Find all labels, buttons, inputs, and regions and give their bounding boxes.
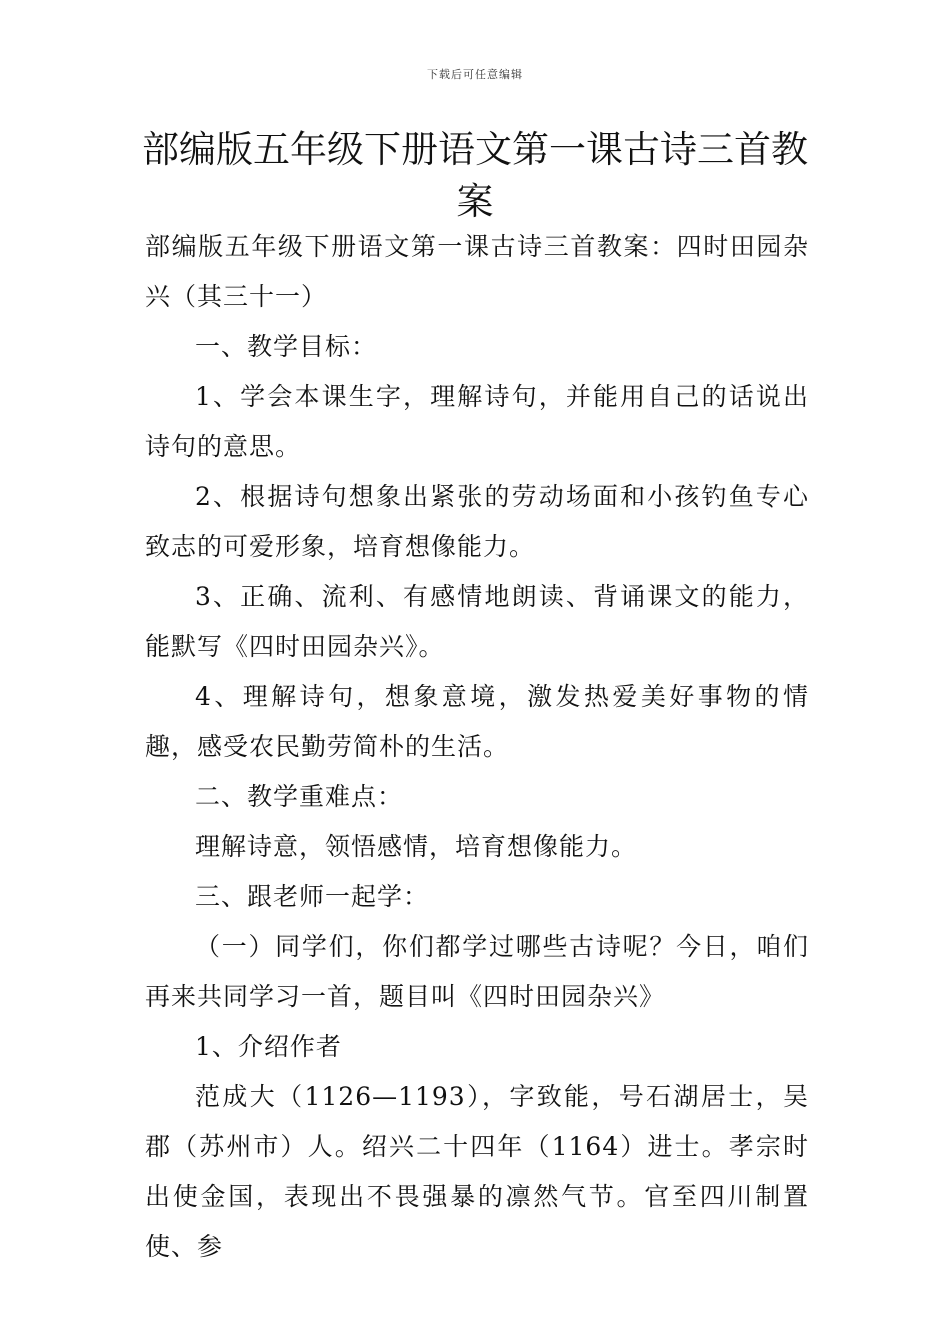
paragraph-author-bio: 范成大（1126—1193），字致能，号石湖居士，吴郡（苏州市）人。绍兴二十四年（1164）进士。孝宗时出使金国，表现出不畏强暴的凛然气节。官至四川制置使、参 xyxy=(145,1082,809,1261)
key-points-text: 理解诗意，领悟感情，培育想像能力。 xyxy=(195,832,638,861)
header-note: 下载后可任意编辑 xyxy=(427,68,523,81)
paragraph-intro-poem: （一）同学们，你们都学过哪些古诗呢？今日，咱们再来共同学习一首，题目叫《四时田园杂兴》 xyxy=(145,932,809,1011)
objective-item: 4、理解诗句，想象意境，激发热爱美好事物的情趣，感受农民勤劳简朴的生活。 xyxy=(145,682,809,761)
objective-item: 3、正确、流利、有感情地朗读、背诵课文的能力，能默写《四时田园杂兴》。 xyxy=(145,582,809,661)
paragraph-intro: 部编版五年级下册语文第一课古诗三首教案：四时田园杂兴（其三十一） xyxy=(145,232,809,311)
objective-item: 1、学会本课生字，理解诗句，并能用自己的话说出诗句的意思。 xyxy=(145,382,809,461)
document-body xyxy=(145,222,809,1272)
section-heading-learn: 三、跟老师一起学： xyxy=(195,882,430,911)
subheading-author: 1、介绍作者 xyxy=(195,1032,342,1061)
section-heading-objectives: 一、教学目标： xyxy=(195,332,378,361)
section-heading-key-points: 二、教学重难点： xyxy=(195,782,404,811)
document-title: 部编版五年级下册语文第一课古诗三首教案 xyxy=(142,128,808,223)
objective-item: 2、根据诗句想象出紧张的劳动场面和小孩钓鱼专心致志的可爱形象，培育想像能力。 xyxy=(145,482,809,561)
